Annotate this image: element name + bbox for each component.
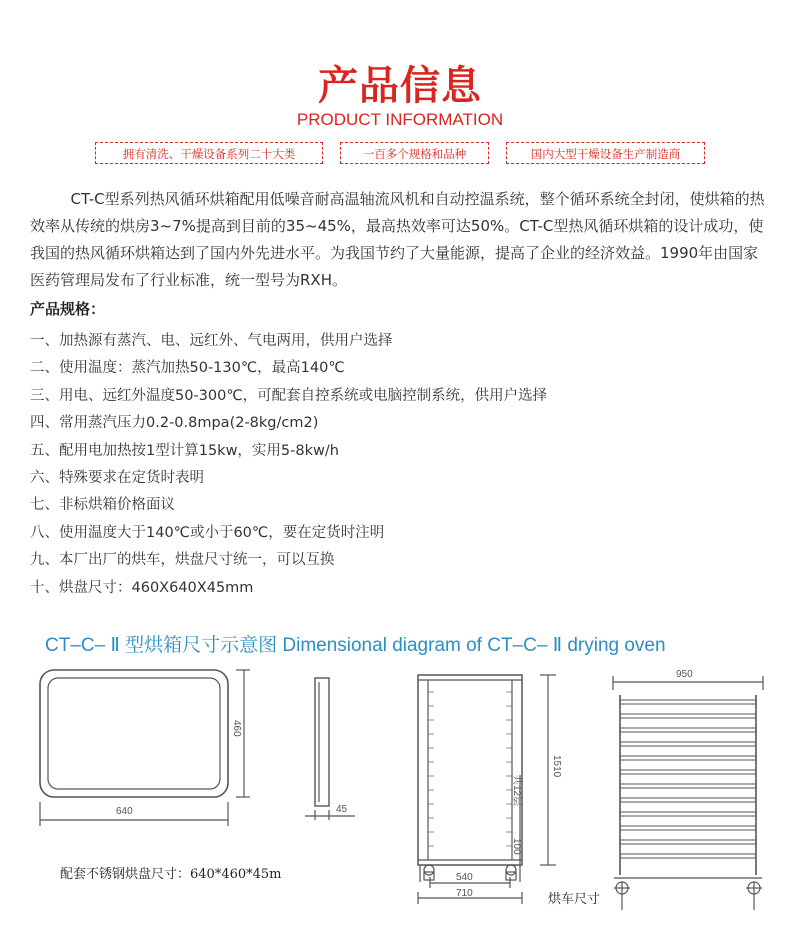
dimension-diagram [0,620,800,935]
feature-tag-manufacturer: 国内大型干燥设备生产制造商 [506,142,705,164]
diagram-title: CT–C– Ⅱ 型烘箱尺寸示意图 Dimensional diagram of CT–C– Ⅱ drying oven [45,635,666,656]
feature-tag-specifications: 一百多个规格和品种 [340,142,489,164]
spec-item: 十、烘盘尺寸：460X640X45mm [30,579,254,596]
tray-side-view [305,678,355,820]
cart-inner-width-label: 540 [456,872,473,883]
cart-height-label: 1510 [551,755,562,778]
spec-item: 二、使用温度：蒸汽加热50-130℃，最高140℃ [30,360,345,377]
feature-tag-categories: 拥有清洗、干燥设备系列二十大类 [95,142,323,164]
tray-width-label: 640 [116,806,133,817]
spec-item: 六、特殊要求在定货时表明 [30,469,204,486]
spec-item: 七、非标烘箱价格面议 [30,497,175,514]
tray-caption: 配套不锈钢烘盘尺寸：640*460*45m [60,867,282,882]
cart-bottom-label: 100 [511,838,522,855]
intro-text: CT-C型系列热风循环烘箱配用低噪音耐高温轴流风机和自动控温系统，整个循环系统全封闭，使烘箱的热效率从传统的烘房3~7%提高到目前的35~45%，最高热效率可达50%。CT-C型热风循环烘箱的设计成功，使我国的热风循环烘箱达到了国内外先进水平。为我国节约了大量能源，提高了企业的经济效益。1990年由国家医药管理局发布了行业标准，统一型号为RXH。 [30,190,765,289]
rack-width-label: 950 [676,669,693,680]
intro-paragraph [30,186,770,294]
spec-item: 五、配用电加热按1型计算15kw，实用5-8kw/h [30,442,339,459]
page-subtitle: PRODUCT INFORMATION [296,110,504,129]
spec-item: 八、使用温度大于140℃或小于60℃，要在定货时注明 [30,524,385,541]
spec-list [30,328,547,602]
cart-outer-width-label: 710 [456,888,473,899]
rack-shelves [620,700,756,858]
rack-drawing [613,676,763,910]
spec-item: 一、加热源有蒸汽、电、远红外、气电两用，供用户选择 [30,333,393,349]
drying-cart-drawing [418,675,556,904]
spec-item: 三、用电、远红外温度50-300℃，可配套自控系统或电脑控制系统，供用户选择 [30,387,548,404]
tray-height-label: 460 [231,720,242,737]
rack-caption: 烘车尺寸 [548,892,601,907]
diagram-drawing [0,620,800,935]
cart-tier-marks [428,692,512,846]
spec-heading: 产品规格： [30,300,106,318]
cart-tiers-label: 共12层 [511,775,522,807]
feature-tags [95,142,705,166]
tray-front-view [40,670,250,826]
spec-item: 四、常用蒸汽压力0.2-0.8mpa(2-8kg/cm2) [30,415,319,432]
spec-item: 九、本厂出厂的烘车，烘盘尺寸统一，可以互换 [30,552,335,569]
tray-depth-label: 45 [336,804,348,815]
page-title: 产品信息 [318,63,482,109]
